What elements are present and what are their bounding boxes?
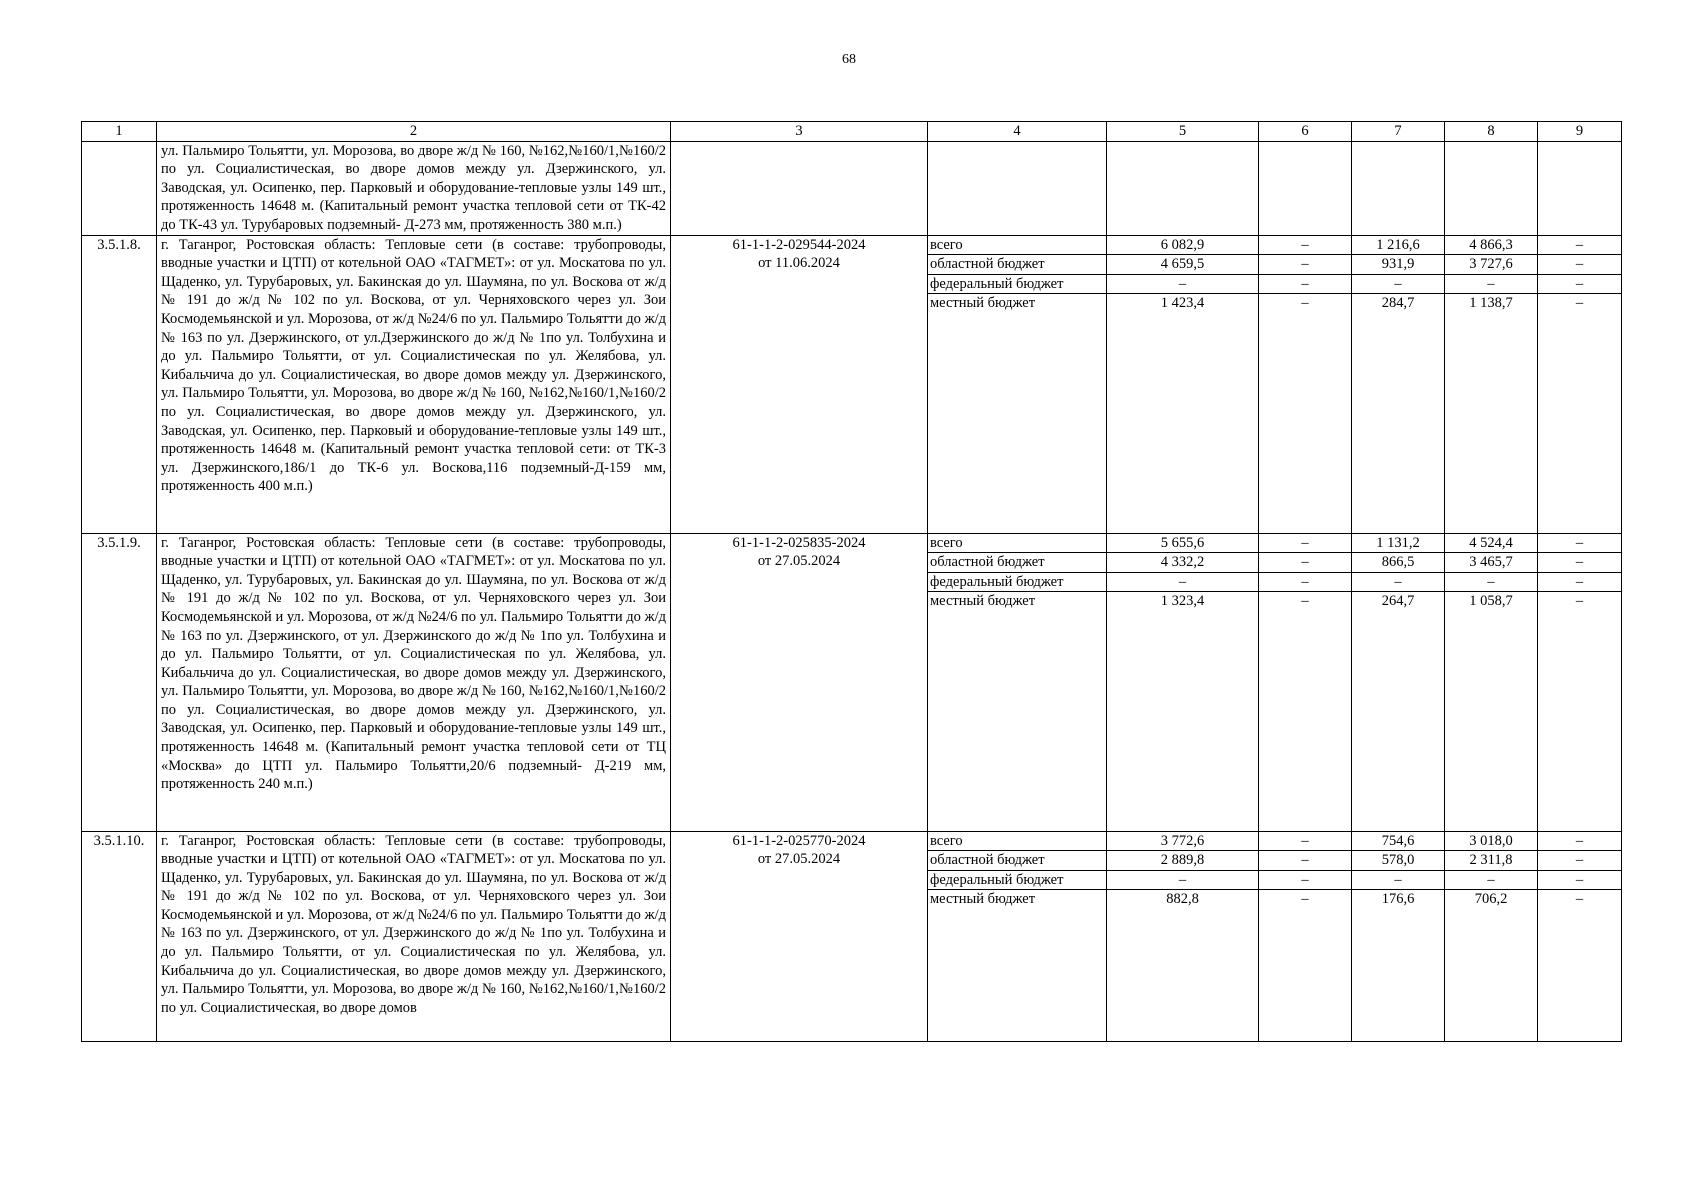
amount-cell: 3 772,6 (1107, 831, 1259, 851)
amount-cell: 931,9 (1352, 255, 1445, 275)
registration-number: 61-1-1-2-029544-2024 (732, 236, 866, 253)
column-header: 4 (928, 122, 1107, 142)
registration-number: 61-1-1-2-025835-2024 (732, 534, 866, 551)
header-row (82, 122, 1622, 142)
amount-cell: – (1538, 851, 1622, 871)
amount-cell: 3 465,7 (1445, 553, 1538, 573)
amount-cell: – (1352, 274, 1445, 294)
amount-cell: – (1538, 890, 1622, 1042)
funding-source-label: федеральный бюджет (928, 870, 1107, 890)
funding-source-label: всего (928, 831, 1107, 851)
empty-cell (1538, 141, 1622, 235)
empty-cell (1107, 141, 1259, 235)
amount-cell: – (1445, 870, 1538, 890)
amount-cell: 5 655,6 (1107, 533, 1259, 553)
budget-row (82, 533, 1622, 553)
funding-source-label: всего (928, 235, 1107, 255)
amount-cell: – (1259, 533, 1352, 553)
budget-table (81, 121, 1622, 1042)
entry-description: г. Таганрог, Ростовская область: Тепловые сети (в составе: трубопроводы, вводные участки и ЦТП) от котельной ОАО «ТАГМЕТ»: от ул. Москатова по ул. Щаденко, ул. Турубаровых, ул. Бакинская до ул. Шаумяна, по ул. Воскова от ж/д № 191 до ж/д № 102 по ул. Воскова, от ул. Черняховского через ул. Зои Космодемьянской и ул. Морозова, от ж/д №24/6 по ул. Пальмиро Тольятти до ж/д № 163 по ул. Дзержинского, от ул. Дзержинского до ж/д № 1по ул. Толбухина и до ул. Пальмиро Тольятти, от ул. Социалистическая по ул. Желябова, ул. Кибальчича до ул. Социалистическая, во дворе домов между ул. Дзержинского, ул. Пальмиро Тольятти, ул. Морозова, во дворе ж/д № 160, №162,№160/1,№160/2 по ул. Социалистическая, во дворе домов (157, 831, 671, 1042)
amount-cell: 1 423,4 (1107, 294, 1259, 533)
amount-cell: – (1538, 572, 1622, 592)
entry-number: 3.5.1.9. (82, 533, 157, 831)
amount-cell: 706,2 (1445, 890, 1538, 1042)
amount-cell: 1 216,6 (1352, 235, 1445, 255)
amount-cell: 2 311,8 (1445, 851, 1538, 871)
column-header: 2 (157, 122, 671, 142)
empty-cell (671, 141, 928, 235)
registration-date: от 27.05.2024 (757, 851, 841, 868)
entry-description: г. Таганрог, Ростовская область: Тепловые сети (в составе: трубопроводы, вводные участки и ЦТП) от котельной ОАО «ТАГМЕТ»: от ул. Москатова по ул. Щаденко, ул. Турубаровых, ул. Бакинская до ул. Шаумяна, по ул. Воскова от ж/д № 191 до ж/д № 102 по ул. Воскова, от ул. Черняховского через ул. Зои Космодемьянской и ул. Морозова, от ж/д №24/6 по ул. Пальмиро Тольятти до ж/д № 163 по ул. Дзержинского, от ул.Дзержинского до ж/д № 1по ул. Толбухина и до ул. Пальмиро Тольятти, от ул. Социалистическая по ул. Желябова, ул. Кибальчича до ул. Социалистическая, во дворе домов между ул. Дзержинского, ул. Пальмиро Тольятти, ул. Морозова, во дворе ж/д № 160, №162,№160/1,№160/2 по ул. Социалистическая, во дворе домов между ул. Дзержинского, ул. Заводская, ул. Осипенко, пер. Парковый и оборудование-тепловые узлы 149 шт., протяженность 14648 м. (Капитальный ремонт участка тепловой сети: от ТК-3 ул. Дзержинского,186/1 до ТК-6 ул. Воскова,116 подземный-Д-159 мм, протяженность 400 м.п.) (157, 235, 671, 533)
amount-cell: – (1352, 870, 1445, 890)
amount-cell: – (1538, 235, 1622, 255)
column-header: 8 (1445, 122, 1538, 142)
amount-cell: – (1259, 870, 1352, 890)
registration-cell (671, 235, 928, 533)
funding-source-label: всего (928, 533, 1107, 553)
registration-date: от 27.05.2024 (757, 553, 841, 570)
funding-source-label: местный бюджет (928, 592, 1107, 831)
amount-cell: – (1259, 255, 1352, 275)
registration-cell (671, 831, 928, 1042)
funding-source-label: федеральный бюджет (928, 274, 1107, 294)
budget-row (82, 831, 1622, 851)
empty-cell (928, 141, 1107, 235)
amount-cell: – (1107, 572, 1259, 592)
column-header: 3 (671, 122, 928, 142)
amount-cell: 264,7 (1352, 592, 1445, 831)
registration-date: от 11.06.2024 (758, 255, 840, 272)
amount-cell: 176,6 (1352, 890, 1445, 1042)
amount-cell: 1 058,7 (1445, 592, 1538, 831)
amount-cell: 284,7 (1352, 294, 1445, 533)
amount-cell: – (1538, 553, 1622, 573)
registration-number: 61-1-1-2-025770-2024 (732, 832, 866, 849)
amount-cell: – (1107, 274, 1259, 294)
entry-number (82, 141, 157, 235)
amount-cell: 882,8 (1107, 890, 1259, 1042)
page-number: 68 (842, 52, 856, 67)
amount-cell: 4 524,4 (1445, 533, 1538, 553)
column-header: 6 (1259, 122, 1352, 142)
funding-source-label: федеральный бюджет (928, 572, 1107, 592)
column-header: 5 (1107, 122, 1259, 142)
continuation-row (82, 141, 1622, 235)
amount-cell: – (1538, 592, 1622, 831)
entry-number: 3.5.1.10. (82, 831, 157, 1042)
amount-cell: – (1538, 294, 1622, 533)
amount-cell: – (1259, 890, 1352, 1042)
amount-cell: – (1259, 572, 1352, 592)
amount-cell: – (1352, 572, 1445, 592)
amount-cell: – (1538, 831, 1622, 851)
column-header: 7 (1352, 122, 1445, 142)
table-body (82, 122, 1622, 1042)
amount-cell: – (1259, 274, 1352, 294)
budget-row (82, 235, 1622, 255)
amount-cell: – (1107, 870, 1259, 890)
amount-cell: – (1259, 235, 1352, 255)
amount-cell: 1 138,7 (1445, 294, 1538, 533)
amount-cell: – (1445, 572, 1538, 592)
entry-number: 3.5.1.8. (82, 235, 157, 533)
amount-cell: 4 659,5 (1107, 255, 1259, 275)
amount-cell: – (1445, 274, 1538, 294)
funding-source-label: областной бюджет (928, 851, 1107, 871)
entry-description: г. Таганрог, Ростовская область: Тепловые сети (в составе: трубопроводы, вводные участки и ЦТП) от котельной ОАО «ТАГМЕТ»: от ул. Москатова по ул. Щаденко, ул. Турубаровых, ул. Бакинская до ул. Шаумяна, по ул. Воскова от ж/д № 191 до ж/д № 102 по ул. Воскова, от ул. Черняховского через ул. Зои Космодемьянской и ул. Морозова, от ж/д №24/6 по ул. Пальмиро Тольятти до ж/д № 163 по ул. Дзержинского, от ул. Дзержинского до ж/д № 1по ул. Толбухина и до ул. Пальмиро Тольятти, от ул. Социалистическая по ул. Желябова, ул. Кибальчича до ул. Социалистическая, во дворе домов между ул. Дзержинского, ул. Пальмиро Тольятти, ул. Морозова, во дворе ж/д № 160, №162,№160/1,№160/2 по ул. Социалистическая, во дворе домов между ул. Дзержинского, ул. Заводская, ул. Осипенко, пер. Парковый и оборудование-тепловые узлы 149 шт., протяженность 14648 м. (Капитальный ремонт участка тепловой сети от ТЦ «Москва» до ЦТП ул. Пальмиро Тольятти,20/6 подземный- Д-219 мм, протяженность 240 м.п.) (157, 533, 671, 831)
amount-cell: – (1538, 533, 1622, 553)
funding-source-label: областной бюджет (928, 553, 1107, 573)
amount-cell: 4 866,3 (1445, 235, 1538, 255)
amount-cell: 3 727,6 (1445, 255, 1538, 275)
amount-cell: 578,0 (1352, 851, 1445, 871)
amount-cell: – (1538, 870, 1622, 890)
amount-cell: – (1538, 255, 1622, 275)
registration-cell (671, 533, 928, 831)
amount-cell: 754,6 (1352, 831, 1445, 851)
amount-cell: 1 323,4 (1107, 592, 1259, 831)
amount-cell: 4 332,2 (1107, 553, 1259, 573)
amount-cell: – (1259, 831, 1352, 851)
amount-cell: 1 131,2 (1352, 533, 1445, 553)
amount-cell: – (1259, 294, 1352, 533)
column-header: 9 (1538, 122, 1622, 142)
amount-cell: – (1538, 274, 1622, 294)
continuation-description: ул. Пальмиро Тольятти, ул. Морозова, во дворе ж/д № 160, №162,№160/1,№160/2 по ул. Социалистическая, во дворе домов между ул. Дзержинского, ул. Заводская, ул. Осипенко, пер. Парковый и оборудование-тепловые узлы 149 шт., протяженность 14648 м. (Капитальный ремонт участка тепловой сети от ТК-42 до ТК-43 ул. Турубаровых подземный- Д-273 мм, протяженность 380 м.п.) (157, 141, 671, 235)
amount-cell: – (1259, 851, 1352, 871)
empty-cell (1445, 141, 1538, 235)
amount-cell: 3 018,0 (1445, 831, 1538, 851)
funding-source-label: местный бюджет (928, 890, 1107, 1042)
funding-source-label: местный бюджет (928, 294, 1107, 533)
amount-cell: 6 082,9 (1107, 235, 1259, 255)
amount-cell: 2 889,8 (1107, 851, 1259, 871)
empty-cell (1352, 141, 1445, 235)
funding-source-label: областной бюджет (928, 255, 1107, 275)
column-header: 1 (82, 122, 157, 142)
amount-cell: 866,5 (1352, 553, 1445, 573)
amount-cell: – (1259, 553, 1352, 573)
empty-cell (1259, 141, 1352, 235)
amount-cell: – (1259, 592, 1352, 831)
